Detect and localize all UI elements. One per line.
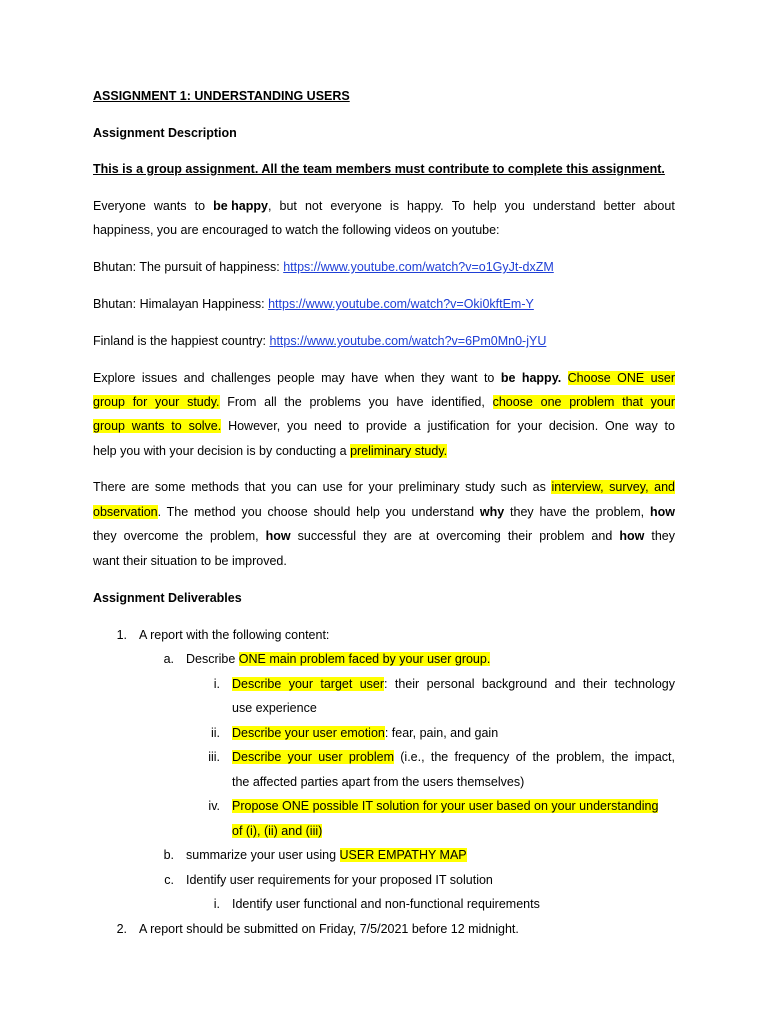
paragraph-methods-line-3: they overcome the problem, how successful they are at overcoming their problem and how they	[93, 529, 675, 543]
list-roman-iii: iii.	[208, 750, 220, 764]
list-roman-ii: ii.	[210, 726, 220, 740]
list-item-2: A report should be submitted on Friday, 7/5/2021 before 12 midnight.	[139, 922, 519, 936]
assignment-title: ASSIGNMENT 1: UNDERSTANDING USERS	[93, 89, 350, 103]
list-number-2: 2.	[116, 922, 127, 936]
list-item-iii-line-2: the affected parties apart from the users themselves)	[232, 775, 525, 789]
list-item-1: A report with the following content:	[139, 628, 330, 642]
paragraph-explore-line-3: group wants to solve. However, you need to provide a justification for your decision. One way to	[93, 419, 675, 433]
list-item-c-i: Identify user functional and non-functional requirements	[232, 897, 540, 911]
list-item-a: Describe ONE main problem faced by your user group.	[186, 652, 491, 666]
list-roman-c-i: i.	[213, 897, 220, 911]
list-letter-a: a.	[163, 652, 174, 666]
list-item-i: Describe your target user: their personal background and their technology	[232, 677, 675, 691]
list-item-iii: Describe your user problem (i.e., the frequency of the problem, the impact,	[232, 750, 675, 764]
video-link-1[interactable]: https://www.youtube.com/watch?v=o1GyJt-dxZM	[283, 260, 554, 274]
list-letter-b: b.	[163, 848, 174, 862]
video-item-1: Bhutan: The pursuit of happiness: https://www.youtube.com/watch?v=o1GyJt-dxZM	[93, 260, 554, 274]
paragraph-methods-line-2: observation. The method you choose should help you understand why they have the problem, how	[93, 505, 675, 519]
section-heading-deliverables: Assignment Deliverables	[93, 591, 242, 605]
list-number-1: 1.	[116, 628, 127, 642]
paragraph-methods-line-4: want their situation to be improved.	[93, 554, 287, 568]
paragraph-explore-line-2: group for your study. From all the problems you have identified, choose one problem that your	[93, 395, 675, 409]
list-item-iv: Propose ONE possible IT solution for your user based on your understanding	[232, 799, 659, 813]
video-item-2: Bhutan: Himalayan Happiness: https://www.youtube.com/watch?v=Oki0kftEm-Y	[93, 297, 534, 311]
list-letter-c: c.	[164, 873, 174, 887]
list-item-c: Identify user requirements for your proposed IT solution	[186, 873, 493, 887]
list-roman-iv: iv.	[208, 799, 220, 813]
list-item-iv-line-2: of (i), (ii) and (iii)	[232, 824, 323, 838]
paragraph-explore-line-1: Explore issues and challenges people may have when they want to be happy. Choose ONE user	[93, 371, 675, 385]
paragraph-intro-line-1: Everyone wants to be happy, but not everyone is happy. To help you understand better about	[93, 199, 675, 213]
group-assignment-note: This is a group assignment. All the team members must contribute to complete this assignment.	[93, 162, 665, 176]
section-heading-description: Assignment Description	[93, 126, 237, 140]
video-link-3[interactable]: https://www.youtube.com/watch?v=6Pm0Mn0-jYU	[269, 334, 547, 348]
list-roman-i: i.	[213, 677, 220, 691]
paragraph-explore-line-4: help you with your decision is by conducting a preliminary study.	[93, 444, 448, 458]
list-item-ii: Describe your user emotion: fear, pain, and gain	[232, 726, 499, 740]
paragraph-methods-line-1: There are some methods that you can use for your preliminary study such as interview, survey, and	[93, 480, 675, 494]
video-item-3: Finland is the happiest country: https://www.youtube.com/watch?v=6Pm0Mn0-jYU	[93, 334, 547, 348]
list-item-i-line-2: use experience	[232, 701, 317, 715]
list-item-b: summarize your user using USER EMPATHY MAP	[186, 848, 467, 862]
paragraph-intro-line-2: happiness, you are encouraged to watch the following videos on youtube:	[93, 223, 500, 237]
video-link-2[interactable]: https://www.youtube.com/watch?v=Oki0kftEm-Y	[268, 297, 534, 311]
